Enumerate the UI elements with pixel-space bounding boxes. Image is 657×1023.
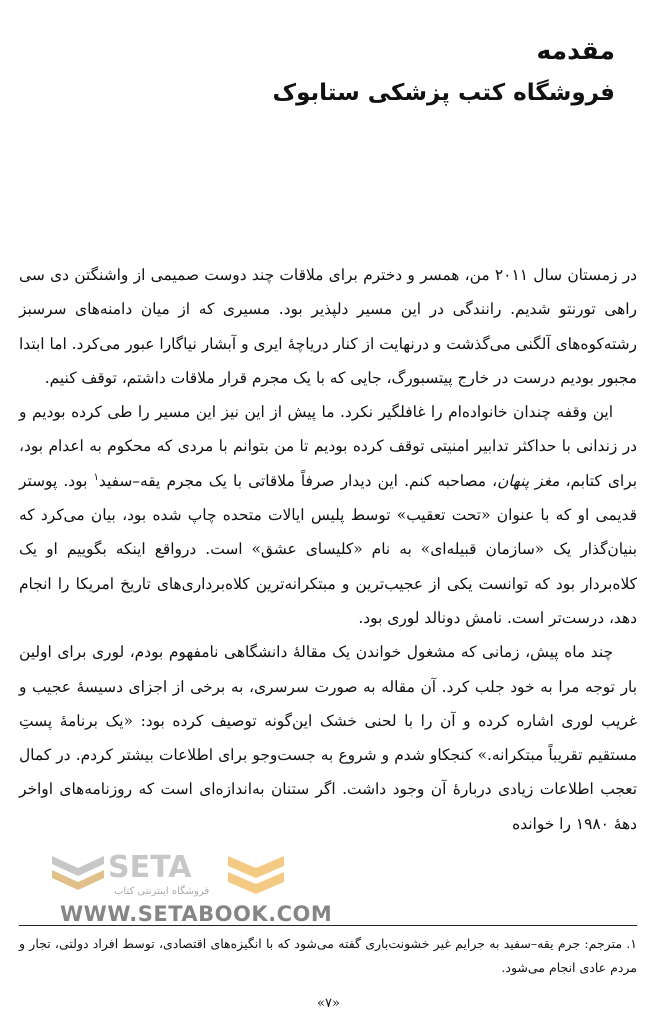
watermark-brand: SETA — [108, 850, 192, 885]
setabook-watermark — [48, 842, 333, 926]
watermark-url: WWW.SETABOOK.COM — [60, 902, 333, 926]
book-logo-icon — [48, 846, 108, 896]
book-title-italic: مغز پنهان — [497, 471, 560, 490]
paragraph-2-part-1: این وقفه چندان خانواده‌ام را غافلگیر نکرد. ما پیش از این نیز این مسیر را طی کرده بودیم و در زندانی با حداکثر تدابیر امنیتی توقف کرده بودیم تا من بتوانم با مردی که محکوم به اعدام بود، برای کتابم، — [19, 403, 637, 490]
footnote: ۱. مترجم: جرم یقه–سفید به جرایم غیر خشونت‌باری گفته می‌شود که با انگیزه‌های اقتصادی، توسط افراد دولتی، تجار و مردم عادی انجام می‌شود. — [19, 936, 637, 975]
chapter-heading: مقدمه — [536, 36, 615, 65]
footnote-marker: ۱ — [93, 471, 99, 483]
book-logo-icon-right — [224, 848, 288, 898]
body-text — [19, 258, 637, 841]
paragraph-2-part-2: ، مصاحبه کنم. این دیدار صرفاً ملاقاتی با یک مجرم یقه‌–سفید — [98, 471, 498, 490]
store-overlay-heading: فروشگاه کتب پزشکی ستابوک — [272, 80, 615, 106]
paragraph-3: چند ماه پیش، زمانی که مشغول خواندن یک مقالهٔ دانشگاهی نامفهوم بودم، لوری برای اولین بار توجه مرا به خود جلب کرد. آن مقاله به صورت سرسری، به برخی از اجزای دسیسهٔ عجیب و غریب لوری اشاره کرده و آن را با لحنی خشک این‌گونه توصیف کرده بود: «یک برنامهٔ پستِ مستقیم تقریباً مبتکرانه.» کنجکاو شدم و شروع به جست‌وجو برای اطلاعات بیشتر کردم. در کمال تعجب اطلاعات زیادی دربارهٔ آن وجود داشت. اگر ستنان به‌اندازه‌ای است که روزنامه‌های اواخر دههٔ ۱۹۸۰ را خوانده — [19, 643, 637, 833]
paragraph-1: در زمستان سال ۲۰۱۱ من، همسر و دخترم برای ملاقات چند دوست صمیمی از واشنگتن دی سی راهی تورنتو شدیم. رانندگی در این مسیر دلپذیر بود. مسیری که از میان دامنه‌های سرسبز رشته‌کوه‌های آلگنی می‌گذشت و درنهایت از کنار دریاچهٔ ایری و آبشار نیاگارا عبور می‌کرد. اما ابتدا مجبور بودیم درست در خارج پیتسبورگ، جایی که با یک مجرم قرار ملاقات داشتم، توقف کنیم. — [19, 266, 637, 387]
watermark-tagline: فروشگاه اینترنتی کتاب — [114, 886, 210, 897]
paragraph-2 — [19, 395, 637, 635]
paragraph-2-part-3: بود. پوستر قدیمی او که با عنوان «تحت تعقیب» توسط پلیس ایالات متحده چاپ شده بود، بیان می‌کرد که بنیان‌گذار یک «سازمان قبیله‌ای» به نام «کلیسای عشق» است. درواقع اینکه بگوییم او یک کلاه‌بردار بود که توانست یکی از عجیب‌ترین و مبتکرانه‌ترین کلاه‌برداری‌های تاریخ امریکا را انجام دهد، درست‌تر است. نامش دونالد لوری بود. — [19, 471, 637, 627]
page-number: «۷» — [317, 996, 340, 1011]
